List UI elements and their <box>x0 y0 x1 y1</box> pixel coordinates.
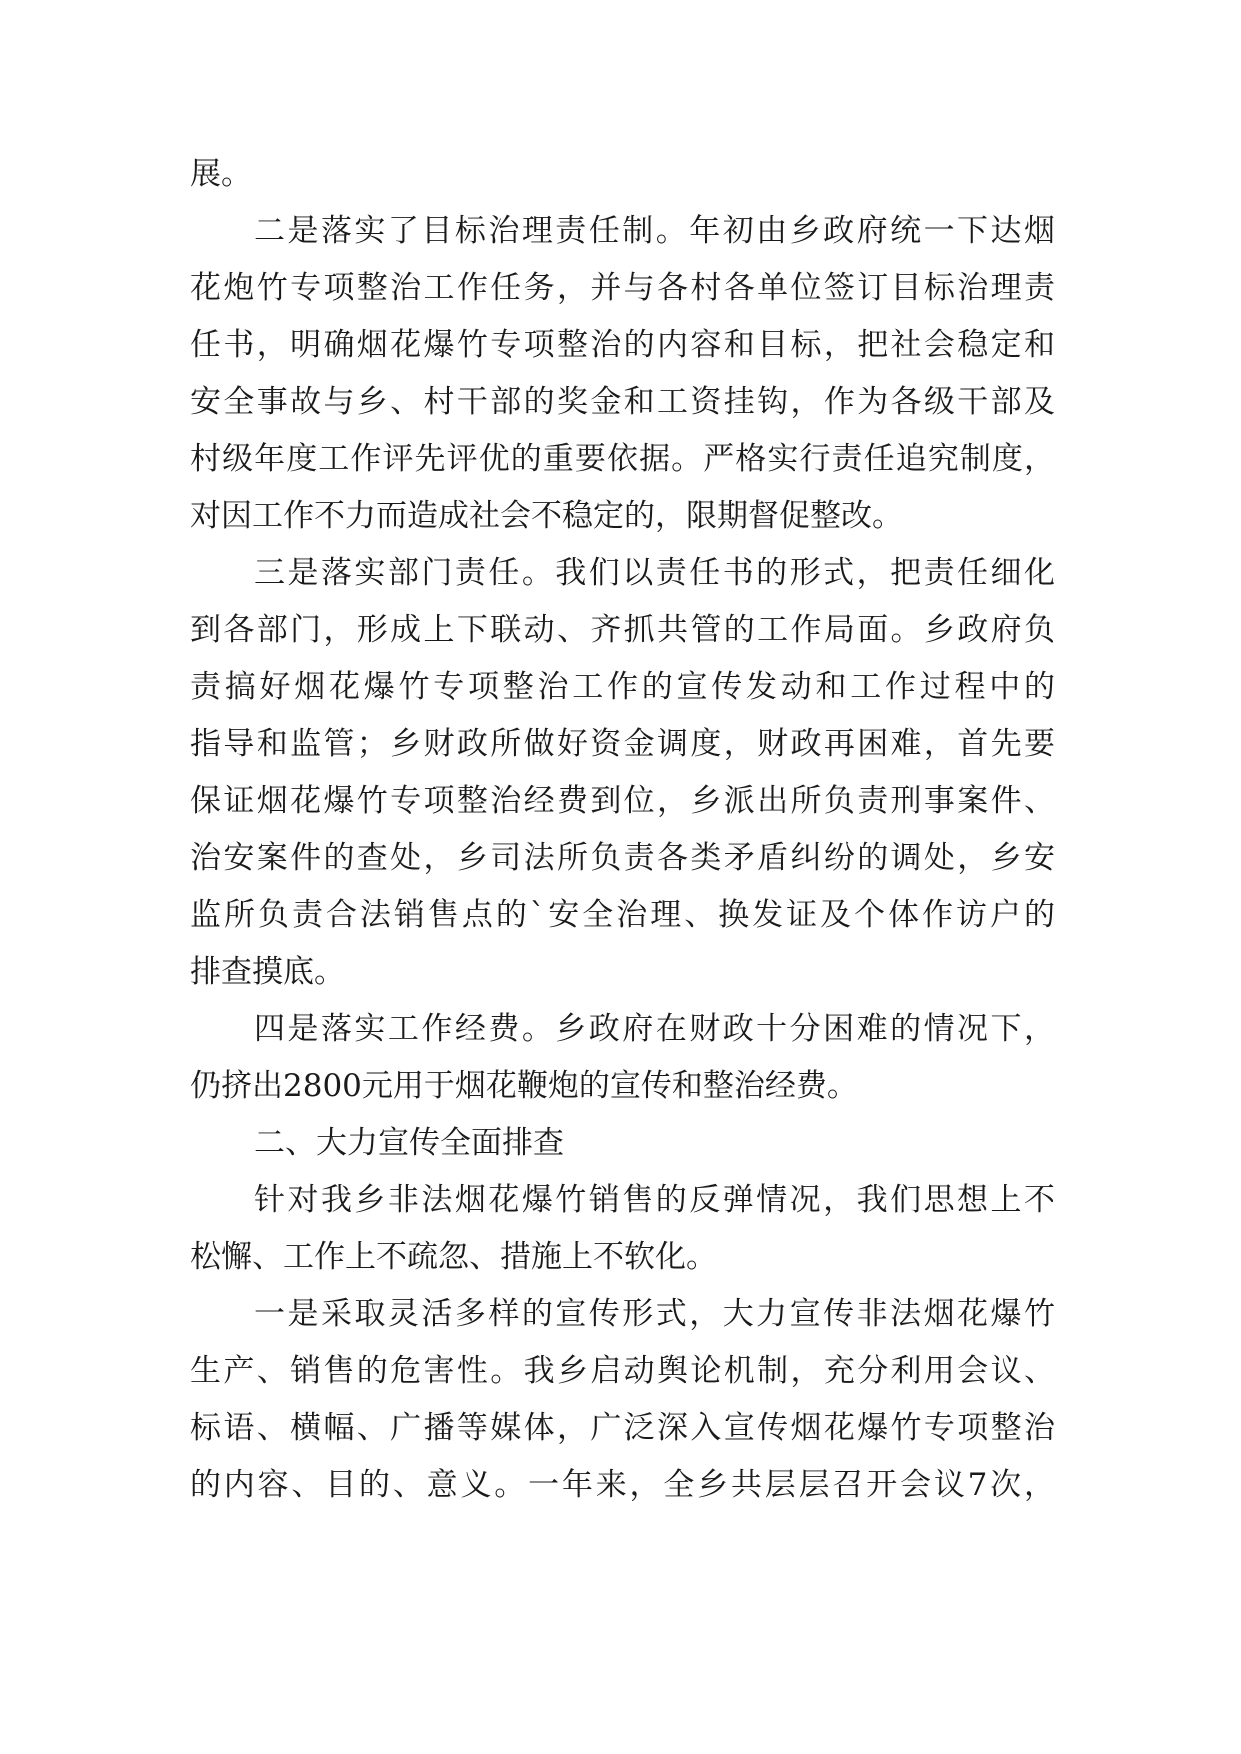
paragraph-first-line: 一是采取灵活多样的宣传形式，大力宣传非法烟花爆竹 <box>254 1296 1055 1332</box>
paragraph-first-line: 三是落实部门责任。我们以责任书的形式，把责任细化 <box>254 555 1055 591</box>
text-line: 标语、横幅、广播等媒体，广泛深入宣传烟花爆竹专项整治 <box>190 1410 1055 1446</box>
text-line: 到各部门，形成上下联动、齐抓共管的工作局面。乡政府负 <box>190 612 1055 648</box>
text-line: 展。 <box>190 156 252 192</box>
text-line: 生产、销售的危害性。我乡启动舆论机制，充分利用会议、 <box>190 1353 1055 1389</box>
text-line: 安全事故与乡、村干部的奖金和工资挂钩，作为各级干部及 <box>190 384 1055 420</box>
text-line: 的内容、目的、意义。一年来，全乡共层层召开会议7次， <box>190 1467 1055 1503</box>
text-line: 治安案件的查处，乡司法所负责各类矛盾纠纷的调处，乡安 <box>190 840 1055 876</box>
paragraph-first-line: 四是落实工作经费。乡政府在财政十分困难的情况下， <box>254 1011 1055 1047</box>
text-line: 村级年度工作评先评优的重要依据。严格实行责任追究制度， <box>190 441 1055 477</box>
text-line: 对因工作不力而造成社会不稳定的，限期督促整改。 <box>190 498 903 534</box>
text-line: 花炮竹专项整治工作任务，并与各村各单位签订目标治理责 <box>190 270 1055 306</box>
text-line: 仍挤出2800元用于烟花鞭炮的宣传和整治经费。 <box>190 1068 858 1104</box>
document-page <box>190 146 1055 1514</box>
text-line: 监所负责合法销售点的`安全治理、换发证及个体作访户的 <box>190 897 1055 933</box>
text-line: 任书，明确烟花爆竹专项整治的内容和目标，把社会稳定和 <box>190 327 1055 363</box>
text-line: 松懈、工作上不疏忽、措施上不软化。 <box>190 1239 717 1275</box>
paragraph-first-line: 二是落实了目标治理责任制。年初由乡政府统一下达烟 <box>254 213 1055 249</box>
text-line: 保证烟花爆竹专项整治经费到位，乡派出所负责刑事案件、 <box>190 783 1055 819</box>
text-line: 责搞好烟花爆竹专项整治工作的宣传发动和工作过程中的 <box>190 669 1055 705</box>
section-heading: 二、大力宣传全面排查 <box>254 1125 564 1161</box>
text-line: 指导和监管；乡财政所做好资金调度，财政再困难，首先要 <box>190 726 1055 762</box>
paragraph-first-line: 针对我乡非法烟花爆竹销售的反弹情况，我们思想上不 <box>254 1182 1055 1218</box>
text-line: 排查摸底。 <box>190 954 345 990</box>
